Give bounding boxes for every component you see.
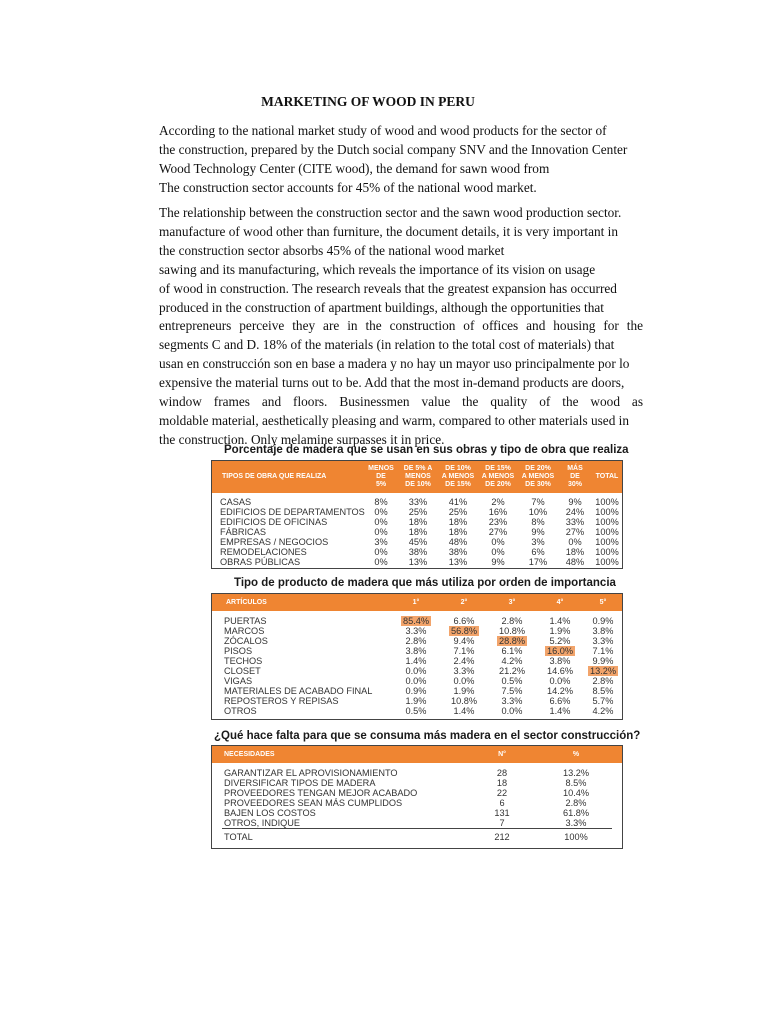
row-value: 1.4% xyxy=(405,656,427,666)
row-value: 2.8% xyxy=(501,616,523,626)
row-value: 4.2% xyxy=(501,656,523,666)
row-value: 61.8% xyxy=(562,808,590,818)
row-value: 48% xyxy=(565,557,585,567)
row-value: 0% xyxy=(374,527,388,537)
row-value: 17% xyxy=(528,557,548,567)
paragraph-line: expensive the material turns out to be. Add that the most in-demand products are doors, xyxy=(159,375,625,391)
row-value: 14.6% xyxy=(546,666,574,676)
row-value: 0% xyxy=(374,507,388,517)
table-row xyxy=(212,676,622,686)
row-value: 1.4% xyxy=(549,706,571,716)
row-value: 7% xyxy=(531,497,545,507)
row-label: REMODELACIONES xyxy=(220,547,307,557)
row-label: OTROS, INDIQUE xyxy=(224,818,301,828)
row-value: 100% xyxy=(595,547,619,557)
row-value: 3.8% xyxy=(405,646,427,656)
row-value: 25% xyxy=(408,507,428,517)
row-value xyxy=(488,636,536,646)
row-label: PUERTAS xyxy=(224,616,267,626)
row-value xyxy=(536,646,584,656)
highlighted-value: 28.8% xyxy=(498,636,526,646)
row-label: TECHOS xyxy=(224,656,263,666)
row-label: DIVERSIFICAR TIPOS DE MADERA xyxy=(224,778,376,788)
row-value: 14.2% xyxy=(546,686,574,696)
row-value: 6% xyxy=(531,547,545,557)
row-value: 24% xyxy=(565,507,585,517)
paragraph-line: moldable material, aesthetically pleasing and warm, compared to other materials used in xyxy=(159,412,630,428)
highlighted-value: 13.2% xyxy=(589,666,617,676)
total-row xyxy=(212,832,622,842)
table-product-types xyxy=(211,593,623,720)
row-value: 13.2% xyxy=(562,768,590,778)
paragraph-line: sawing and its manufacturing, which reveals the importance of its vision on usage xyxy=(159,261,596,277)
table1-header xyxy=(212,461,622,493)
row-value: 18 xyxy=(496,778,508,788)
row-value: 18% xyxy=(408,517,428,527)
header-cell: 5° xyxy=(599,599,607,606)
paragraph-line: The relationship between the construction sector and the sawn wood production sector. xyxy=(159,205,622,220)
table3-header xyxy=(212,746,622,763)
paragraph-line: Wood Technology Center (CITE wood), the demand for sawn wood from xyxy=(159,160,550,176)
row-value: 2.8% xyxy=(592,676,614,686)
header-cell: TIPOS DE OBRA QUE REALIZA xyxy=(222,473,327,480)
table-row xyxy=(212,778,622,788)
header-cell: 1° xyxy=(412,599,420,606)
row-value: 3.3% xyxy=(405,626,427,636)
table-row xyxy=(212,696,622,706)
row-value: 0.0% xyxy=(549,676,571,686)
paragraph-line: the construction sector absorbs 45% of the national wood market xyxy=(159,242,505,258)
row-value: 3% xyxy=(531,537,545,547)
row-value: 3.8% xyxy=(549,656,571,666)
row-label: REPOSTEROS Y REPISAS xyxy=(224,696,339,706)
paragraph-line: window frames and floors. Businessmen value the quality of the wood as xyxy=(159,394,643,410)
paragraph-line: According to the national market study of wood and wood products for the sector of xyxy=(159,123,607,138)
paragraph-line: manufacture of wood other than furniture, the document details, it is very important in xyxy=(159,223,618,239)
row-value: 0.0% xyxy=(405,666,427,676)
highlighted-value: 16.0% xyxy=(546,646,574,656)
table-row xyxy=(212,626,622,636)
table-row xyxy=(212,818,622,828)
row-label: EDIFICIOS DE OFICINAS xyxy=(220,517,328,527)
row-label: OBRAS PÚBLICAS xyxy=(220,557,301,567)
header-cell: 3° xyxy=(508,599,516,606)
row-value: 0.9% xyxy=(405,686,427,696)
highlighted-value: 85.4% xyxy=(402,616,430,626)
table-row xyxy=(212,706,622,716)
row-value: 41% xyxy=(448,497,468,507)
header-cell: DE 5% A MENOS DE 10% xyxy=(403,465,433,488)
row-value: 100% xyxy=(595,497,619,507)
row-value xyxy=(584,666,622,676)
row-value: 7 xyxy=(499,818,505,828)
row-value: 9% xyxy=(531,527,545,537)
row-value: 0.0% xyxy=(453,676,475,686)
row-value: 9% xyxy=(568,497,582,507)
row-value: 100% xyxy=(595,507,619,517)
table2-title: Tipo de producto de madera que más utiliza por orden de importancia xyxy=(234,577,616,589)
row-value: 45% xyxy=(408,537,428,547)
row-value: 9.9% xyxy=(592,656,614,666)
table-row xyxy=(212,497,622,507)
paragraph-line: produced in the construction of apartment buildings, although the opportunities that xyxy=(159,299,604,315)
row-value: 27% xyxy=(488,527,508,537)
row-value: 3.8% xyxy=(592,626,614,636)
row-value: 10.4% xyxy=(562,788,590,798)
header-cell: DE 15% A MENOS DE 20% xyxy=(481,465,515,488)
row-value: 3.3% xyxy=(501,696,523,706)
row-value: 6.6% xyxy=(549,696,571,706)
table3-title: ¿Qué hace falta para que se consuma más madera en el sector construcción? xyxy=(214,730,641,742)
row-value: 0% xyxy=(374,557,388,567)
table-row xyxy=(212,517,622,527)
row-value: 3% xyxy=(374,537,388,547)
row-value: 1.9% xyxy=(405,696,427,706)
row-value: 10.8% xyxy=(498,626,526,636)
row-value: 18% xyxy=(448,527,468,537)
row-value: 5.7% xyxy=(592,696,614,706)
row-value: 3.3% xyxy=(453,666,475,676)
row-label: MARCOS xyxy=(224,626,265,636)
row-label: BAJEN LOS COSTOS xyxy=(224,808,316,818)
header-cell: N° xyxy=(498,751,506,758)
row-value: 7.1% xyxy=(453,646,475,656)
row-value: 8.5% xyxy=(592,686,614,696)
total-separator xyxy=(222,828,612,829)
row-value: 10.8% xyxy=(450,696,478,706)
row-value: 0% xyxy=(491,547,505,557)
row-value: 100% xyxy=(595,537,619,547)
table-row xyxy=(212,616,622,626)
total-value: 212 xyxy=(494,832,510,842)
row-value: 100% xyxy=(595,557,619,567)
table-row xyxy=(212,666,622,676)
row-value: 18% xyxy=(448,517,468,527)
row-value: 23% xyxy=(488,517,508,527)
row-value: 33% xyxy=(565,517,585,527)
row-value: 28 xyxy=(496,768,508,778)
row-value: 3.3% xyxy=(592,636,614,646)
paragraph-line: the construction, prepared by the Dutch social company SNV and the Innovation Center xyxy=(159,141,628,157)
header-cell: 4° xyxy=(556,599,564,606)
row-label: PISOS xyxy=(224,646,253,656)
header-cell: DE 10% A MENOS DE 15% xyxy=(441,465,475,488)
row-value: 8% xyxy=(374,497,388,507)
row-value: 8% xyxy=(531,517,545,527)
table-obra-types xyxy=(211,460,623,569)
row-value: 16% xyxy=(488,507,508,517)
row-value: 3.3% xyxy=(565,818,587,828)
header-cell: MENOS DE 5% xyxy=(368,465,394,488)
row-label: VIGAS xyxy=(224,676,253,686)
row-value: 6.6% xyxy=(453,616,475,626)
row-value: 131 xyxy=(494,808,510,818)
row-label: FÁBRICAS xyxy=(220,527,266,537)
row-value: 7.1% xyxy=(592,646,614,656)
row-label: PROVEEDORES TENGAN MEJOR ACABADO xyxy=(224,788,418,798)
total-value: 100% xyxy=(564,832,588,842)
table-row xyxy=(212,646,622,656)
row-value: 9% xyxy=(491,557,505,567)
header-cell: MÁS DE 30% xyxy=(567,465,583,488)
row-value: 6 xyxy=(499,798,505,808)
table-row xyxy=(212,768,622,778)
row-value: 0% xyxy=(568,537,582,547)
row-value: 2.8% xyxy=(565,798,587,808)
row-value: 21.2% xyxy=(498,666,526,676)
row-label: CASAS xyxy=(220,497,252,507)
row-value: 2% xyxy=(491,497,505,507)
row-value xyxy=(392,616,440,626)
header-cell: NECESIDADES xyxy=(224,751,275,758)
header-cell: % xyxy=(572,751,580,758)
header-cell: DE 20% A MENOS DE 30% xyxy=(521,465,555,488)
row-value: 2.4% xyxy=(453,656,475,666)
row-label: MATERIALES DE ACABADO FINAL xyxy=(224,686,373,696)
row-value: 9.4% xyxy=(453,636,475,646)
paragraph-line: of wood in construction. The research reveals that the greatest expansion has occurred xyxy=(159,280,617,296)
header-cell: 2° xyxy=(460,599,468,606)
table-row xyxy=(212,537,622,547)
table-needs xyxy=(211,745,623,849)
table2-header xyxy=(212,594,622,611)
row-value: 0.9% xyxy=(592,616,614,626)
row-value: 0.5% xyxy=(501,676,523,686)
row-value: 8.5% xyxy=(565,778,587,788)
row-label: ZÓCALOS xyxy=(224,636,268,646)
row-value: 0.0% xyxy=(501,706,523,716)
row-value: 13% xyxy=(448,557,468,567)
table-row xyxy=(212,788,622,798)
row-value: 1.9% xyxy=(549,626,571,636)
highlighted-value: 56.8% xyxy=(450,626,478,636)
row-value: 18% xyxy=(408,527,428,537)
row-value: 0% xyxy=(491,537,505,547)
row-value: 100% xyxy=(595,527,619,537)
row-value: 5.2% xyxy=(549,636,571,646)
row-label: GARANTIZAR EL APROVISIONAMIENTO xyxy=(224,768,398,778)
row-value: 0.0% xyxy=(405,676,427,686)
row-value: 33% xyxy=(408,497,428,507)
table1-title: Porcentaje de madera que se usan en sus obras y tipo de obra que realiza xyxy=(224,444,629,456)
row-value: 0% xyxy=(374,547,388,557)
row-value: 10% xyxy=(528,507,548,517)
table-row xyxy=(212,527,622,537)
paragraph-line: entrepreneurs perceive they are in the construction of offices and housing for the xyxy=(159,318,643,334)
row-value: 1.4% xyxy=(453,706,475,716)
row-value xyxy=(440,626,488,636)
table-row xyxy=(212,636,622,646)
row-value: 38% xyxy=(408,547,428,557)
row-value: 6.1% xyxy=(501,646,523,656)
row-value: 18% xyxy=(565,547,585,557)
table-row xyxy=(212,547,622,557)
table-row xyxy=(212,798,622,808)
document-title: MARKETING OF WOOD IN PERU xyxy=(261,94,475,109)
row-value: 1.9% xyxy=(453,686,475,696)
row-value: 4.2% xyxy=(592,706,614,716)
row-value: 100% xyxy=(595,517,619,527)
table-row xyxy=(212,656,622,666)
row-value: 22 xyxy=(496,788,508,798)
row-value: 27% xyxy=(565,527,585,537)
total-label: TOTAL xyxy=(224,832,253,842)
row-value: 0% xyxy=(374,517,388,527)
row-label: PROVEEDORES SEAN MÁS CUMPLIDOS xyxy=(224,798,403,808)
table-row xyxy=(212,808,622,818)
table-row xyxy=(212,557,622,567)
paragraph-line: segments C and D. 18% of the materials (in relation to the total cost of materials) that xyxy=(159,337,615,353)
paragraph-line: usan en construcción son en base a madera y no hay un mayor uso principalmente por lo xyxy=(159,356,630,372)
row-label: EMPRESAS / NEGOCIOS xyxy=(220,537,329,547)
row-value: 2.8% xyxy=(405,636,427,646)
row-value: 13% xyxy=(408,557,428,567)
paragraph-line: The construction sector accounts for 45% of the national wood market. xyxy=(159,179,537,195)
paragraph-2 xyxy=(159,204,643,450)
row-value: 7.5% xyxy=(501,686,523,696)
row-label: OTROS xyxy=(224,706,257,716)
header-cell: TOTAL xyxy=(595,473,619,480)
table-row xyxy=(212,686,622,696)
header-cell: ARTÍCULOS xyxy=(226,599,267,606)
row-label: EDIFICIOS DE DEPARTAMENTOS xyxy=(220,507,365,517)
row-value: 1.4% xyxy=(549,616,571,626)
row-label: CLOSET xyxy=(224,666,261,676)
paragraph-line: the construction. Only melamine surpasses it in price. xyxy=(159,431,445,447)
table-row xyxy=(212,507,622,517)
row-value: 25% xyxy=(448,507,468,517)
row-value: 48% xyxy=(448,537,468,547)
paragraph-1 xyxy=(159,122,649,198)
row-value: 0.5% xyxy=(405,706,427,716)
row-value: 38% xyxy=(448,547,468,557)
